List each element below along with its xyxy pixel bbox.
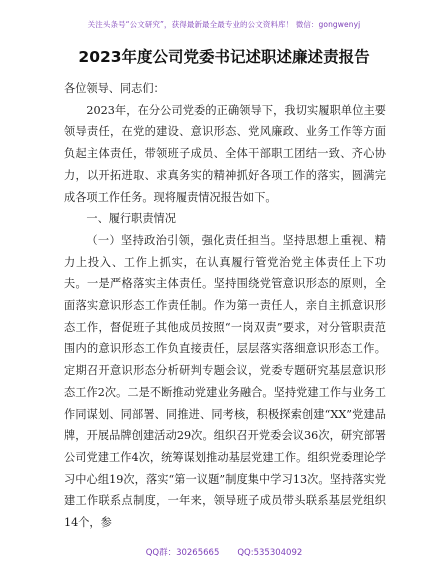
- header-promo-note: 关注头条号“公文研究”，获得最新最全最专业的公文资料库！ 微信：gongwenyj: [87, 20, 361, 29]
- footer-qq: QQ:535304092: [237, 548, 303, 558]
- document-title: 2023年度公司党委书记述职述廉述责报告: [78, 48, 370, 66]
- body-paragraph: （一）坚持政治引领，强化责任担当。坚持思想上重视、精力上投入、工作上抓实，在认真履行管党治党主体责任上下功夫。一是严格落实主体责任。坚持围绕党管意识形态的原则，全面落实意识形态工作责任制。作为第一责任人，亲自主抓意识形态工作，督促班子其他成员按照“一岗双责”要求，对分管职责范围内的意识形态工作负直接责任，层层落实落细意识形态工作。定期召开意识形态分析研判专题会议，党委专题研究基层意识形态工作2次。二是不断推动党建业务融合。坚持党建工作与业务工作同谋划、同部署、同推进、同考核，积极探索创建“XX”党建品牌，开展品牌创建活动29次。组织召开党委会议36次，研究部署公司党建工作4次，统筹谋划推动基层党建工作。组织党委理论学习中心组19次，落实“第一议题”制度集中学习13次。坚持落实党建工作联系点制度，一年来，领导班子成员带头联系基层党组织14个，参: [64, 233, 386, 530]
- footer-contact: [0, 546, 448, 558]
- footer-qq-group: QQ群：30265665: [145, 548, 220, 558]
- section-heading: 一、履行职责情况: [86, 212, 176, 226]
- document-body: [64, 78, 386, 534]
- salutation: 各位领导、同志们：: [64, 82, 165, 95]
- intro-paragraph: 2023年，在分公司党委的正确领导下，我切实履职单位主要领导责任，在党的建设、意识形态、党风廉政、业务工作等方面负起主体责任，带领班子成员、全体干部职工团结一致、齐心协力，以开拓进取、求真务实的精神抓好各项工作的落实，圆满完成各项工作任务。现将履责情况报告如下。: [64, 103, 386, 204]
